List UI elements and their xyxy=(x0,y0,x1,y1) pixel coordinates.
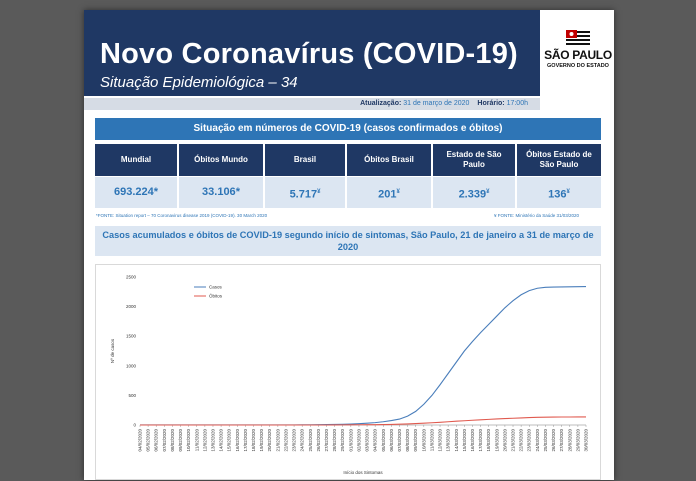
x-tick-label: 18/02/2020 xyxy=(251,429,257,452)
x-tick-label: 13/03/2020 xyxy=(445,429,451,452)
footnote-right: ¥ FONTE: Ministério da Saúde 31/03/2020 xyxy=(494,213,580,218)
chart-title: Casos acumulados e óbitos de COVID-19 segundo início de sintomas, São Paulo, 21 de janeiro a 31 de março de 2020 xyxy=(95,226,601,256)
x-tick-label: 02/03/2020 xyxy=(356,429,362,452)
x-tick-label: 19/02/2020 xyxy=(259,429,265,452)
x-tick-label: 13/02/2020 xyxy=(210,429,216,452)
x-tick-label: 04/03/2020 xyxy=(372,429,378,452)
cases-chart xyxy=(96,265,602,481)
x-tick-label: 12/03/2020 xyxy=(437,429,443,452)
stat-value: 2.339¥ xyxy=(433,177,515,208)
stat-obitos-estado-sp xyxy=(517,144,601,208)
x-tick-label: 05/03/2020 xyxy=(380,429,386,452)
x-tick-label: 15/02/2020 xyxy=(226,429,232,452)
x-tick-label: 04/02/2020 xyxy=(137,429,143,452)
x-tick-label: 15/03/2020 xyxy=(461,429,467,452)
x-tick-label: 11/02/2020 xyxy=(194,429,200,452)
logo-subtitle: GOVERNO DO ESTADO xyxy=(547,63,609,69)
page-subtitle: Situação Epidemiológica – 34 xyxy=(100,74,298,91)
x-tick-label: 19/03/2020 xyxy=(494,429,500,452)
x-tick-label: 21/03/2020 xyxy=(510,429,516,452)
x-tick-label: 29/02/2020 xyxy=(340,429,346,452)
x-tick-label: 22/02/2020 xyxy=(283,429,289,452)
update-time-label: Horário: xyxy=(477,100,505,107)
x-tick-label: 26/03/2020 xyxy=(551,429,557,452)
stat-mundial xyxy=(95,144,177,208)
footnote-left: *FONTE: Situation report – 70 Coronavirus disease 2019 (COVID-19). 30 March 2020 xyxy=(96,213,268,218)
x-tick-label: 08/03/2020 xyxy=(405,429,411,452)
x-tick-label: 23/03/2020 xyxy=(526,429,532,452)
stat-obitos-mundo xyxy=(179,144,263,208)
x-tick-label: 09/03/2020 xyxy=(413,429,419,452)
y-axis-label: Nº de casos xyxy=(110,338,115,364)
x-tick-label: 29/03/2020 xyxy=(575,429,581,452)
x-tick-label: 06/02/2020 xyxy=(153,429,159,452)
logo-name: SÃO PAULO xyxy=(544,48,612,62)
page-title: Novo Coronavírus (COVID-19) xyxy=(100,38,518,70)
stat-label: Óbitos Estado de São Paulo xyxy=(517,144,601,176)
x-tick-label: 16/03/2020 xyxy=(469,429,475,452)
y-tick-label: 1500 xyxy=(125,333,136,339)
x-tick-label: 07/03/2020 xyxy=(396,429,402,452)
x-tick-label: 28/03/2020 xyxy=(567,429,573,452)
x-tick-label: 10/03/2020 xyxy=(421,429,427,452)
y-tick-label: 0 xyxy=(133,422,136,428)
stat-value: 136¥ xyxy=(517,177,601,208)
x-tick-label: 09/02/2020 xyxy=(178,429,184,452)
x-tick-label: 08/02/2020 xyxy=(169,429,175,452)
x-tick-label: 27/02/2020 xyxy=(324,429,330,452)
y-tick-label: 2000 xyxy=(125,304,136,310)
stat-value: 201¥ xyxy=(347,177,431,208)
stat-obitos-brasil xyxy=(347,144,431,208)
y-tick-label: 2500 xyxy=(125,274,136,280)
chart-container xyxy=(95,264,601,480)
stat-label: Brasil xyxy=(265,144,345,176)
x-tick-label: 20/03/2020 xyxy=(502,429,508,452)
x-axis-label: Início dos Sintomas xyxy=(343,470,383,475)
stat-estado-sp xyxy=(433,144,515,208)
x-tick-label: 14/02/2020 xyxy=(218,429,224,452)
bulletin-page xyxy=(84,10,614,480)
y-tick-label: 1000 xyxy=(125,363,136,369)
legend-label: Óbitos xyxy=(209,293,223,299)
stats-table xyxy=(95,144,601,208)
y-tick-label: 500 xyxy=(128,392,136,398)
x-tick-label: 14/03/2020 xyxy=(453,429,459,452)
x-tick-label: 11/03/2020 xyxy=(429,429,435,452)
x-tick-label: 26/02/2020 xyxy=(315,429,321,452)
x-tick-label: 05/02/2020 xyxy=(145,429,151,452)
x-tick-label: 07/02/2020 xyxy=(161,429,167,452)
stat-value: 693.224* xyxy=(95,177,177,208)
legend-label: Casos xyxy=(209,284,222,290)
x-tick-label: 25/02/2020 xyxy=(307,429,313,452)
x-tick-label: 21/02/2020 xyxy=(275,429,281,452)
x-tick-label: 16/02/2020 xyxy=(234,429,240,452)
stat-label: Óbitos Brasil xyxy=(347,144,431,176)
x-tick-label: 17/03/2020 xyxy=(478,429,484,452)
stat-brasil xyxy=(265,144,345,208)
x-tick-label: 22/03/2020 xyxy=(518,429,524,452)
stat-value: 5.717¥ xyxy=(265,177,345,208)
update-bar xyxy=(84,98,540,110)
x-tick-label: 06/03/2020 xyxy=(388,429,394,452)
update-time: 17:00h xyxy=(506,100,528,107)
stat-value: 33.106* xyxy=(179,177,263,208)
stat-label: Óbitos Mundo xyxy=(179,144,263,176)
x-tick-label: 01/03/2020 xyxy=(348,429,354,452)
x-tick-label: 24/02/2020 xyxy=(299,429,305,452)
header-banner xyxy=(84,10,540,96)
x-tick-label: 03/03/2020 xyxy=(364,429,370,452)
x-tick-label: 30/03/2020 xyxy=(583,429,589,452)
x-tick-label: 28/02/2020 xyxy=(332,429,338,452)
update-date: 31 de março de 2020 xyxy=(403,100,470,107)
x-tick-label: 23/02/2020 xyxy=(291,429,297,452)
stat-label: Mundial xyxy=(95,144,177,176)
x-tick-label: 25/03/2020 xyxy=(542,429,548,452)
flag-icon xyxy=(566,30,590,46)
x-tick-label: 18/03/2020 xyxy=(486,429,492,452)
x-tick-label: 10/02/2020 xyxy=(186,429,192,452)
stats-section-title: Situação em números de COVID-19 (casos confirmados e óbitos) xyxy=(95,118,601,140)
update-date-label: Atualização: xyxy=(360,100,402,107)
stat-label: Estado de São Paulo xyxy=(433,144,515,176)
x-tick-label: 12/02/2020 xyxy=(202,429,208,452)
x-tick-label: 27/03/2020 xyxy=(559,429,565,452)
sao-paulo-logo xyxy=(544,30,612,86)
series-line-casos xyxy=(140,284,586,425)
x-tick-label: 17/02/2020 xyxy=(242,429,248,452)
x-tick-label: 20/02/2020 xyxy=(267,429,273,452)
x-tick-label: 24/03/2020 xyxy=(534,429,540,452)
